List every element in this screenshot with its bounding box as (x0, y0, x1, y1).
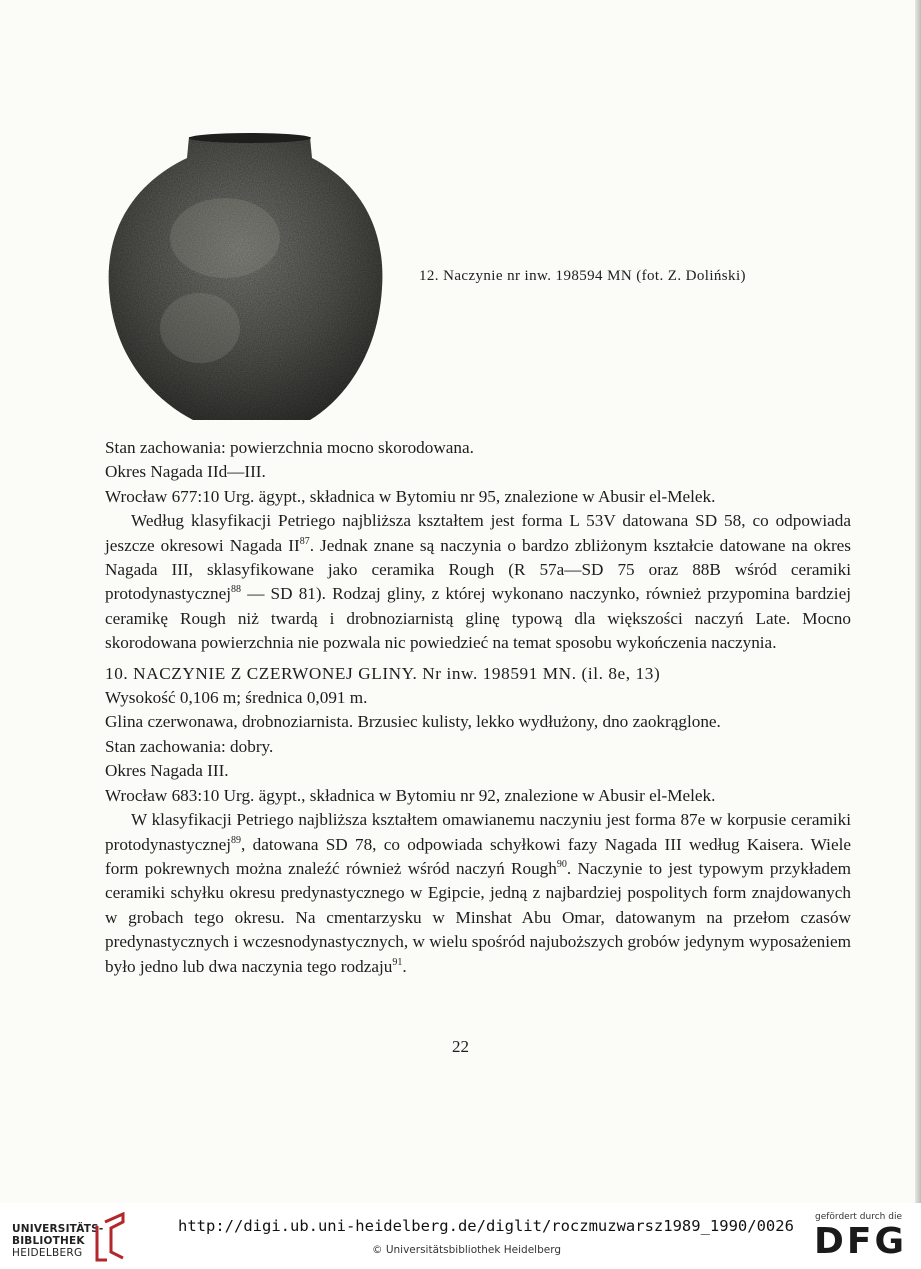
funding-label: gefördert durch die (815, 1212, 902, 1222)
classification-paragraph (105, 808, 851, 979)
scan-edge-shadow (915, 0, 921, 1203)
permalink-url[interactable]: http://digi.ub.uni-heidelberg.de/diglit/roczmuzwarsz1989_1990/0026 (178, 1217, 794, 1235)
footnote-ref: 91 (392, 956, 403, 968)
text-run: W klasyfikacji Petriego najbliższa kształtem omawianemu naczyniu jest forma 87e w korpusie ceramiki protodynastycznej (105, 810, 851, 854)
entry-heading: 10. NACZYNIE Z CZERWONEJ GLINY. Nr inw. 198591 MN. (il. 8e, 13) (105, 663, 661, 683)
classification-paragraph (105, 509, 851, 655)
text-run: . (402, 956, 407, 976)
text-run: Według klasyfikacji Petriego najbliższa kształtem jest forma L 53V datowana SD 58, co odpowiada jeszcze okresowi Nagada II (105, 511, 851, 555)
description: Glina czerwonawa, drobnoziarnista. Brzusiec kulisty, lekko wydłużony, dno zaokrąglone. (105, 712, 721, 732)
text-run: — SD 81). Rodzaj gliny, z której wykonano naczynko, również przypomina bardziej ceramikę Rough niż twardą i drobnoziarnistą glinę typową dla większości naczyń Late. Mocno skorodowana powierzchnia nie pozwala nic powiedzieć na temat sposobu wykończenia naczynia. (105, 584, 851, 653)
logo-line: HEIDELBERG (12, 1247, 83, 1259)
figure-caption: 12. Naczynie nr inw. 198594 MN (fot. Z. Doliński) (419, 268, 746, 284)
provenance: Wrocław 683:10 Urg. ägypt., składnica w Bytomiu nr 92, znalezione w Abusir el-Melek. (105, 785, 716, 805)
library-emblem-icon (93, 1212, 129, 1262)
footnote-ref: 89 (231, 834, 242, 846)
text-run: . Jednak znane są naczynia o bardzo zbliżonym kształcie datowane na okres Nagada III, sklasyfikowane jako ceramika Rough (R 57a—SD 75 oraz 88B wśród ceramiki protodynastycznej (105, 535, 851, 604)
vessel-photograph (105, 128, 387, 424)
footnote-ref: 88 (231, 584, 242, 596)
dfg-logo[interactable]: DFG (814, 1221, 908, 1262)
logo-line: BIBLIOTHEK (12, 1235, 85, 1247)
footnote-ref: 90 (556, 858, 567, 870)
preservation-state: Stan zachowania: powierzchnia mocno skorodowana. (105, 438, 474, 457)
preservation-state: Stan zachowania: dobry. (105, 736, 274, 756)
text-run: , datowana SD 78, co odpowiada schyłkowi fazy Nagada III według Kaisera. Wiele form pokrewnych można znaleźć również wśród naczyń Rough (105, 834, 851, 878)
body-text (105, 436, 851, 979)
logo-line: UNIVERSITÄTS- (12, 1223, 104, 1235)
period: Okres Nagada IId—III. (105, 462, 266, 482)
period: Okres Nagada III. (105, 761, 229, 781)
university-library-logo[interactable] (12, 1223, 103, 1259)
page-number: 22 (452, 1037, 469, 1056)
dimensions: Wysokość 0,106 m; średnica 0,091 m. (105, 688, 368, 708)
text-run: . Naczynie to jest typowym przykładem ceramiki schyłku okresu predynastycznego w Egipcie, jedną z najbardziej pospolitych form znajdowanych w grobach tego okresu. Na cmentarzysku w Minshat Abu Omar, datowanym na przełom czasów predynastycznych i wczesnodynastycznych, w wielu spośród najuboższych grobów jedynym wyposażeniem było jedno lub dwa naczynia tego rodzaju (105, 858, 851, 976)
provenance: Wrocław 677:10 Urg. ägypt., składnica w Bytomiu nr 95, znalezione w Abusir el-Melek. (105, 486, 716, 506)
footnote-ref: 87 (299, 535, 310, 547)
copyright-notice: © Universitätsbibliothek Heidelberg (372, 1244, 562, 1256)
digitization-footer (0, 1203, 921, 1269)
